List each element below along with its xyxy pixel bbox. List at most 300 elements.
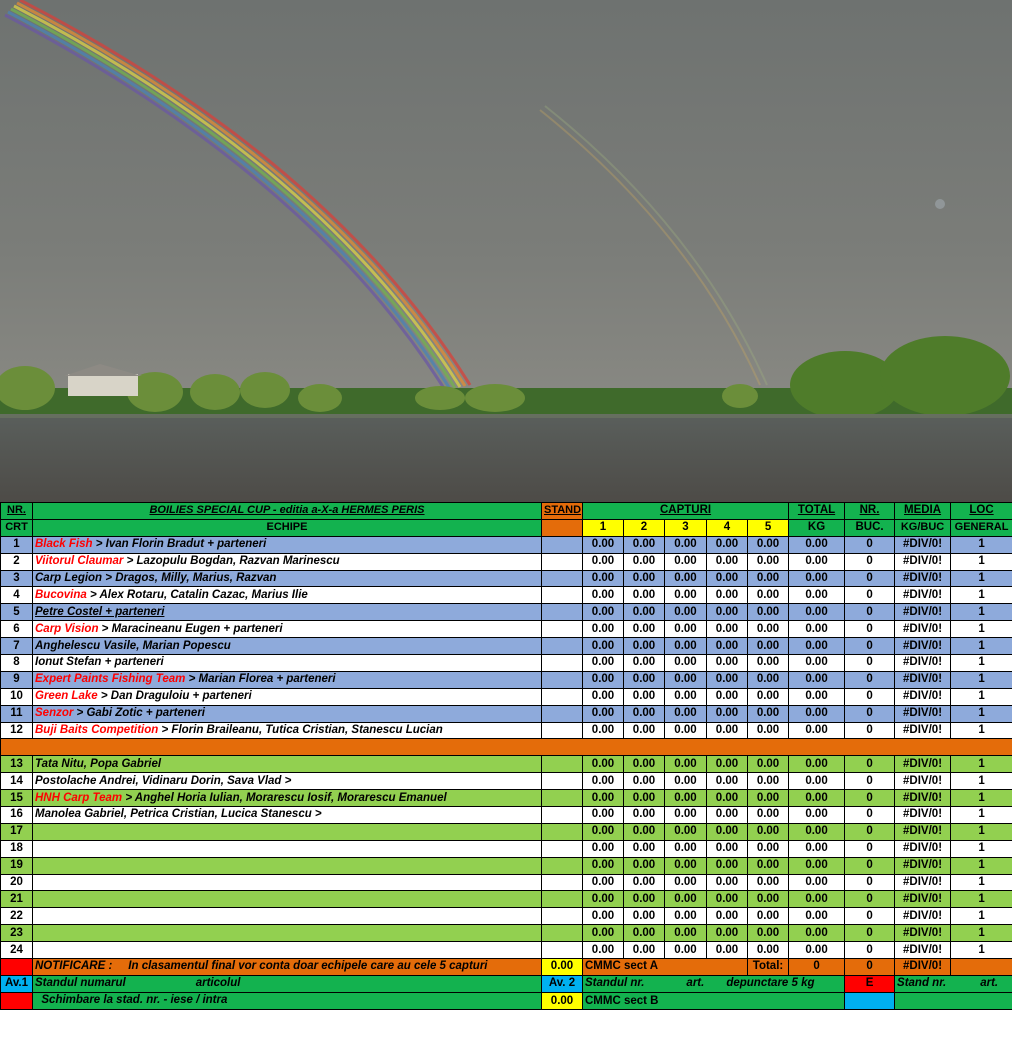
media-cell: #DIV/0! <box>895 891 951 908</box>
nr-buc-cell: 0 <box>845 553 895 570</box>
capture-4-cell[interactable]: 0.00 <box>707 908 748 925</box>
capture-5-cell[interactable]: 0.00 <box>748 638 789 655</box>
capture-5-cell[interactable]: 0.00 <box>748 823 789 840</box>
capture-4-cell[interactable]: 0.00 <box>707 790 748 807</box>
capture-4-cell[interactable]: 0.00 <box>707 942 748 959</box>
capture-2-cell[interactable]: 0.00 <box>624 874 665 891</box>
capture-1-cell[interactable]: 0.00 <box>583 857 624 874</box>
capture-2-cell[interactable]: 0.00 <box>624 621 665 638</box>
stand-cell[interactable] <box>542 891 583 908</box>
total-kg-cell: 0.00 <box>789 705 845 722</box>
loc-general-cell: 1 <box>951 874 1012 891</box>
stand-cell[interactable] <box>542 587 583 604</box>
loc-general-cell: 1 <box>951 790 1012 807</box>
row-number: 4 <box>1 587 33 604</box>
notificare-text: In clasamentul final vor conta doar echipele care au cele 5 capturi <box>128 960 488 973</box>
nr-buc-cell: 0 <box>845 655 895 672</box>
capture-2-cell[interactable]: 0.00 <box>624 773 665 790</box>
team-members: > Alex Rotaru, Catalin Cazac, Marius Ilie <box>86 588 308 601</box>
media-cell: #DIV/0! <box>895 604 951 621</box>
capture-4-cell[interactable]: 0.00 <box>707 553 748 570</box>
stand-nr-label: Stand nr. <box>897 977 947 990</box>
capture-3-cell[interactable]: 0.00 <box>665 621 707 638</box>
media-cell: #DIV/0! <box>895 638 951 655</box>
total-kg-cell: 0.00 <box>789 671 845 688</box>
capture-2-cell[interactable]: 0.00 <box>624 857 665 874</box>
table-row <box>1 621 1012 638</box>
capture-4-cell[interactable]: 0.00 <box>707 655 748 672</box>
media-cell: #DIV/0! <box>895 807 951 824</box>
team-name: Viitorul Claumar <box>35 555 124 568</box>
media-cell: #DIV/0! <box>895 587 951 604</box>
nr-buc-cell: 0 <box>845 756 895 773</box>
capture-5-cell[interactable]: 0.00 <box>748 840 789 857</box>
capture-4-cell[interactable]: 0.00 <box>707 823 748 840</box>
total-kg-cell: 0.00 <box>789 908 845 925</box>
team-cell[interactable] <box>33 553 542 570</box>
capture-3-cell[interactable]: 0.00 <box>665 655 707 672</box>
media-cell: #DIV/0! <box>895 553 951 570</box>
cyan-box <box>845 992 895 1009</box>
capture-4-cell[interactable]: 0.00 <box>707 604 748 621</box>
e-cell: E <box>845 975 895 992</box>
stand-cell[interactable] <box>542 807 583 824</box>
capture-1-cell[interactable]: 0.00 <box>583 587 624 604</box>
stand-cell[interactable] <box>542 655 583 672</box>
row-number: 6 <box>1 621 33 638</box>
capture-1-cell[interactable]: 0.00 <box>583 671 624 688</box>
capture-4-cell[interactable]: 0.00 <box>707 587 748 604</box>
capture-1-cell[interactable]: 0.00 <box>583 604 624 621</box>
team-cell[interactable] <box>33 942 542 959</box>
capture-4-cell[interactable]: 0.00 <box>707 638 748 655</box>
capture-5-cell[interactable]: 0.00 <box>748 621 789 638</box>
team-cell[interactable] <box>33 671 542 688</box>
capture-3-cell[interactable]: 0.00 <box>665 773 707 790</box>
standul-label: Standul numarul <box>35 977 126 990</box>
capture-2-cell[interactable]: 0.00 <box>624 655 665 672</box>
media-cell: #DIV/0! <box>895 671 951 688</box>
row-number: 22 <box>1 908 33 925</box>
team-cell[interactable] <box>33 756 542 773</box>
nr-buc-cell: 0 <box>845 688 895 705</box>
table-row <box>1 925 1012 942</box>
capture-2-cell[interactable]: 0.00 <box>624 891 665 908</box>
total-kg-cell: 0.00 <box>789 823 845 840</box>
total-kg-cell: 0.00 <box>789 942 845 959</box>
capture-3-cell[interactable]: 0.00 <box>665 840 707 857</box>
stand-cell[interactable] <box>542 857 583 874</box>
total-kg-cell: 0.00 <box>789 621 845 638</box>
header-stand: STAND <box>542 503 583 520</box>
articolul-label: articolul <box>195 977 241 990</box>
row-number: 16 <box>1 807 33 824</box>
team-cell[interactable] <box>33 638 542 655</box>
schimbare-cell <box>33 992 542 1009</box>
table-row <box>1 874 1012 891</box>
header-capture-2: 2 <box>624 519 665 536</box>
capture-5-cell[interactable]: 0.00 <box>748 942 789 959</box>
capture-3-cell[interactable]: 0.00 <box>665 942 707 959</box>
row-number: 5 <box>1 604 33 621</box>
capture-4-cell[interactable]: 0.00 <box>707 773 748 790</box>
capture-1-cell[interactable]: 0.00 <box>583 874 624 891</box>
row-number: 21 <box>1 891 33 908</box>
capture-1-cell[interactable]: 0.00 <box>583 773 624 790</box>
capture-2-cell[interactable]: 0.00 <box>624 722 665 739</box>
capture-3-cell[interactable]: 0.00 <box>665 790 707 807</box>
capture-3-cell[interactable]: 0.00 <box>665 823 707 840</box>
media-cell: #DIV/0! <box>895 790 951 807</box>
row-number: 11 <box>1 705 33 722</box>
table-row <box>1 891 1012 908</box>
team-members: > Anghel Horia Iulian, Morarescu Iosif, Morarescu Emanuel <box>122 791 447 804</box>
capture-4-cell[interactable]: 0.00 <box>707 874 748 891</box>
media-cell: #DIV/0! <box>895 722 951 739</box>
header-kg: KG <box>789 519 845 536</box>
capture-2-cell[interactable]: 0.00 <box>624 553 665 570</box>
stand-cell[interactable] <box>542 705 583 722</box>
art-label: art. <box>686 977 705 990</box>
stand-cell[interactable] <box>542 688 583 705</box>
stand-cell[interactable] <box>542 671 583 688</box>
av1-cell: Av.1 <box>1 975 33 992</box>
team-cell[interactable] <box>33 587 542 604</box>
stand-cell[interactable] <box>542 840 583 857</box>
capture-3-cell[interactable]: 0.00 <box>665 638 707 655</box>
team-members: > Dan Draguloiu + parteneri <box>97 690 252 703</box>
team-cell[interactable] <box>33 823 542 840</box>
row-number: 10 <box>1 688 33 705</box>
capture-5-cell[interactable]: 0.00 <box>748 655 789 672</box>
header-echipe: ECHIPE <box>33 519 542 536</box>
capture-5-cell[interactable]: 0.00 <box>748 705 789 722</box>
capture-5-cell[interactable]: 0.00 <box>748 790 789 807</box>
total-kg-cell: 0.00 <box>789 756 845 773</box>
capture-3-cell[interactable]: 0.00 <box>665 553 707 570</box>
capture-4-cell[interactable]: 0.00 <box>707 722 748 739</box>
media-cell: #DIV/0! <box>895 874 951 891</box>
team-members: > Florin Braileanu, Tutica Cristian, Stanescu Lucian <box>158 724 443 737</box>
nr-buc-cell: 0 <box>845 604 895 621</box>
nr-buc-cell: 0 <box>845 638 895 655</box>
capture-2-cell[interactable]: 0.00 <box>624 688 665 705</box>
total-kg-cell: 0.00 <box>789 925 845 942</box>
header-nr-buc: NR. <box>845 503 895 520</box>
capture-2-cell[interactable]: 0.00 <box>624 671 665 688</box>
capture-3-cell[interactable]: 0.00 <box>665 756 707 773</box>
row-number: 3 <box>1 570 33 587</box>
capture-1-cell[interactable]: 0.00 <box>583 705 624 722</box>
total-kg-cell: 0.00 <box>789 655 845 672</box>
standul-nr-label: Standul nr. <box>585 977 645 990</box>
capture-4-cell[interactable]: 0.00 <box>707 840 748 857</box>
capture-4-cell[interactable]: 0.00 <box>707 570 748 587</box>
capture-5-cell[interactable]: 0.00 <box>748 688 789 705</box>
capture-4-cell[interactable]: 0.00 <box>707 807 748 824</box>
capture-4-cell[interactable]: 0.00 <box>707 688 748 705</box>
total-kg-cell: 0.00 <box>789 790 845 807</box>
media-cell: #DIV/0! <box>895 705 951 722</box>
table-row <box>1 705 1012 722</box>
notificare-cell <box>33 959 542 976</box>
capture-1-cell[interactable]: 0.00 <box>583 807 624 824</box>
capture-3-cell[interactable]: 0.00 <box>665 671 707 688</box>
capture-4-cell[interactable]: 0.00 <box>707 756 748 773</box>
capture-4-cell[interactable]: 0.00 <box>707 925 748 942</box>
stand-cell[interactable] <box>542 908 583 925</box>
table-row <box>1 671 1012 688</box>
results-spreadsheet <box>0 502 1012 1040</box>
capture-2-cell[interactable]: 0.00 <box>624 638 665 655</box>
capture-5-cell[interactable]: 0.00 <box>748 756 789 773</box>
team-cell[interactable] <box>33 874 542 891</box>
total-kg-cell: 0.00 <box>789 638 845 655</box>
capture-1-cell[interactable]: 0.00 <box>583 536 624 553</box>
team-cell[interactable] <box>33 840 542 857</box>
capture-4-cell[interactable]: 0.00 <box>707 705 748 722</box>
capture-5-cell[interactable]: 0.00 <box>748 604 789 621</box>
capture-1-cell[interactable]: 0.00 <box>583 621 624 638</box>
loc-general-cell: 1 <box>951 942 1012 959</box>
stand-cell[interactable] <box>542 604 583 621</box>
capture-1-cell[interactable]: 0.00 <box>583 925 624 942</box>
capture-5-cell[interactable]: 0.00 <box>748 671 789 688</box>
capture-1-cell[interactable]: 0.00 <box>583 942 624 959</box>
loc-general-cell: 1 <box>951 638 1012 655</box>
team-cell[interactable] <box>33 925 542 942</box>
cmmc-b-cell: CMMC sect B <box>583 992 845 1009</box>
capture-5-cell[interactable]: 0.00 <box>748 587 789 604</box>
total-kg-cell: 0.00 <box>789 570 845 587</box>
header-media: MEDIA <box>895 503 951 520</box>
capture-3-cell[interactable]: 0.00 <box>665 722 707 739</box>
header-loc: LOC <box>951 503 1012 520</box>
total-kg-sum: 0 <box>789 959 845 976</box>
row-number: 2 <box>1 553 33 570</box>
capture-3-cell[interactable]: 0.00 <box>665 857 707 874</box>
capture-5-cell[interactable]: 0.00 <box>748 553 789 570</box>
capture-4-cell[interactable]: 0.00 <box>707 671 748 688</box>
nr-buc-cell: 0 <box>845 925 895 942</box>
capture-3-cell[interactable]: 0.00 <box>665 807 707 824</box>
capture-2-cell[interactable]: 0.00 <box>624 807 665 824</box>
capture-1-cell[interactable]: 0.00 <box>583 722 624 739</box>
total-kg-cell: 0.00 <box>789 604 845 621</box>
stand-cell[interactable] <box>542 823 583 840</box>
capture-2-cell[interactable]: 0.00 <box>624 604 665 621</box>
table-row <box>1 587 1012 604</box>
capture-5-cell[interactable]: 0.00 <box>748 874 789 891</box>
loc-general-cell: 1 <box>951 807 1012 824</box>
depunctare-cell <box>583 975 845 992</box>
team-cell[interactable] <box>33 621 542 638</box>
team-members: Manolea Gabriel, Petrica Cristian, Lucica Stanescu > <box>35 808 322 821</box>
capture-4-cell[interactable]: 0.00 <box>707 621 748 638</box>
stand-cell[interactable] <box>542 638 583 655</box>
capture-3-cell[interactable]: 0.00 <box>665 688 707 705</box>
header-buc: BUC. <box>845 519 895 536</box>
nr-buc-cell: 0 <box>845 807 895 824</box>
team-cell[interactable] <box>33 536 542 553</box>
stand-cell[interactable] <box>542 790 583 807</box>
team-cell[interactable] <box>33 604 542 621</box>
capture-1-cell[interactable]: 0.00 <box>583 688 624 705</box>
capture-2-cell[interactable]: 0.00 <box>624 925 665 942</box>
total-label: Total: <box>748 959 789 976</box>
media-cell: #DIV/0! <box>895 925 951 942</box>
team-cell[interactable] <box>33 891 542 908</box>
capture-5-cell[interactable]: 0.00 <box>748 891 789 908</box>
media-cell: #DIV/0! <box>895 655 951 672</box>
capture-1-cell[interactable]: 0.00 <box>583 553 624 570</box>
nr-buc-cell: 0 <box>845 857 895 874</box>
total-empty <box>951 959 1012 976</box>
notificare-row <box>1 959 1012 976</box>
capture-5-cell[interactable]: 0.00 <box>748 773 789 790</box>
stand-cell[interactable] <box>542 925 583 942</box>
loc-general-cell: 1 <box>951 908 1012 925</box>
stand-cell[interactable] <box>542 773 583 790</box>
nr-buc-cell: 0 <box>845 840 895 857</box>
capture-2-cell[interactable]: 0.00 <box>624 790 665 807</box>
capture-1-cell[interactable]: 0.00 <box>583 570 624 587</box>
header-capture-5: 5 <box>748 519 789 536</box>
capture-3-cell[interactable]: 0.00 <box>665 536 707 553</box>
stand-cell[interactable] <box>542 942 583 959</box>
team-members: > Gabi Zotic + parteneri <box>73 707 205 720</box>
nr-buc-cell: 0 <box>845 671 895 688</box>
nr-buc-cell: 0 <box>845 891 895 908</box>
loc-general-cell: 1 <box>951 722 1012 739</box>
team-members: > Maracineanu Eugen + parteneri <box>98 622 283 635</box>
header-general: GENERAL <box>951 519 1012 536</box>
capture-2-cell[interactable]: 0.00 <box>624 823 665 840</box>
loc-general-cell: 1 <box>951 688 1012 705</box>
stand-cell[interactable] <box>542 756 583 773</box>
capture-5-cell[interactable]: 0.00 <box>748 857 789 874</box>
nr-buc-cell: 0 <box>845 874 895 891</box>
capture-5-cell[interactable]: 0.00 <box>748 925 789 942</box>
stand-cell[interactable] <box>542 874 583 891</box>
team-cell[interactable] <box>33 790 542 807</box>
capture-4-cell[interactable]: 0.00 <box>707 857 748 874</box>
capture-5-cell[interactable]: 0.00 <box>748 722 789 739</box>
capture-1-cell[interactable]: 0.00 <box>583 823 624 840</box>
table-row <box>1 790 1012 807</box>
header-capturi: CAPTURI <box>583 503 789 520</box>
team-name: Buji Baits Competition <box>35 724 159 737</box>
team-members: Anghelescu Vasile, Marian Popescu <box>35 639 231 652</box>
row-number: 24 <box>1 942 33 959</box>
capture-3-cell[interactable]: 0.00 <box>665 908 707 925</box>
stand-cell[interactable] <box>542 570 583 587</box>
stand-cell[interactable] <box>542 722 583 739</box>
team-members: Carp Legion > Dragos, Milly, Marius, Razvan <box>35 572 277 584</box>
capture-1-cell[interactable]: 0.00 <box>583 655 624 672</box>
capture-5-cell[interactable]: 0.00 <box>748 807 789 824</box>
stand-cell[interactable] <box>542 553 583 570</box>
row-number: 15 <box>1 790 33 807</box>
nr-buc-cell: 0 <box>845 790 895 807</box>
team-cell[interactable] <box>33 570 542 587</box>
capture-3-cell[interactable]: 0.00 <box>665 570 707 587</box>
capture-3-cell[interactable]: 0.00 <box>665 891 707 908</box>
capture-2-cell[interactable]: 0.00 <box>624 587 665 604</box>
team-cell[interactable] <box>33 705 542 722</box>
table-row <box>1 536 1012 553</box>
team-cell[interactable] <box>33 655 542 672</box>
stand-cell[interactable] <box>542 536 583 553</box>
capture-1-cell[interactable]: 0.00 <box>583 756 624 773</box>
loc-general-cell: 1 <box>951 840 1012 857</box>
header-kg-buc: KG/BUC <box>895 519 951 536</box>
team-name: Black Fish <box>35 538 93 551</box>
capture-2-cell[interactable]: 0.00 <box>624 536 665 553</box>
capture-2-cell[interactable]: 0.00 <box>624 942 665 959</box>
capture-3-cell[interactable]: 0.00 <box>665 705 707 722</box>
capture-1-cell[interactable]: 0.00 <box>583 908 624 925</box>
capture-2-cell[interactable]: 0.00 <box>624 705 665 722</box>
capture-2-cell[interactable]: 0.00 <box>624 840 665 857</box>
results-table <box>0 502 1012 1010</box>
nr-buc-cell: 0 <box>845 942 895 959</box>
loc-general-cell: 1 <box>951 891 1012 908</box>
total-kg-cell: 0.00 <box>789 553 845 570</box>
capture-1-cell[interactable]: 0.00 <box>583 891 624 908</box>
capture-5-cell[interactable]: 0.00 <box>748 536 789 553</box>
capture-1-cell[interactable]: 0.00 <box>583 790 624 807</box>
notificare-label: NOTIFICARE : <box>35 960 113 973</box>
capture-5-cell[interactable]: 0.00 <box>748 570 789 587</box>
media-cell: #DIV/0! <box>895 536 951 553</box>
header-nr: NR. <box>1 503 33 520</box>
team-name: HNH Carp Team <box>35 791 123 804</box>
table-row <box>1 722 1012 739</box>
capture-3-cell[interactable]: 0.00 <box>665 587 707 604</box>
capture-2-cell[interactable]: 0.00 <box>624 908 665 925</box>
depunctare-label: depunctare 5 kg <box>726 977 815 990</box>
capture-4-cell[interactable]: 0.00 <box>707 536 748 553</box>
team-cell[interactable] <box>33 722 542 739</box>
av2-cell: Av. 2 <box>542 975 583 992</box>
loc-general-cell: 1 <box>951 536 1012 553</box>
stand-cell[interactable] <box>542 621 583 638</box>
row-number: 9 <box>1 671 33 688</box>
capture-4-cell[interactable]: 0.00 <box>707 891 748 908</box>
team-cell[interactable] <box>33 857 542 874</box>
team-cell[interactable] <box>33 807 542 824</box>
team-cell[interactable] <box>33 688 542 705</box>
media-cell: #DIV/0! <box>895 840 951 857</box>
lake-rainbow-image <box>0 0 1012 502</box>
yellow-value-b: 0.00 <box>542 992 583 1009</box>
team-cell[interactable] <box>33 908 542 925</box>
capture-5-cell[interactable]: 0.00 <box>748 908 789 925</box>
table-row <box>1 756 1012 773</box>
footer-green-empty <box>895 992 1012 1009</box>
capture-1-cell[interactable]: 0.00 <box>583 638 624 655</box>
capture-3-cell[interactable]: 0.00 <box>665 925 707 942</box>
total-kg-cell: 0.00 <box>789 840 845 857</box>
capture-3-cell[interactable]: 0.00 <box>665 874 707 891</box>
capture-2-cell[interactable]: 0.00 <box>624 756 665 773</box>
capture-1-cell[interactable]: 0.00 <box>583 840 624 857</box>
capture-2-cell[interactable]: 0.00 <box>624 570 665 587</box>
table-row <box>1 942 1012 959</box>
team-cell[interactable] <box>33 773 542 790</box>
capture-3-cell[interactable]: 0.00 <box>665 604 707 621</box>
